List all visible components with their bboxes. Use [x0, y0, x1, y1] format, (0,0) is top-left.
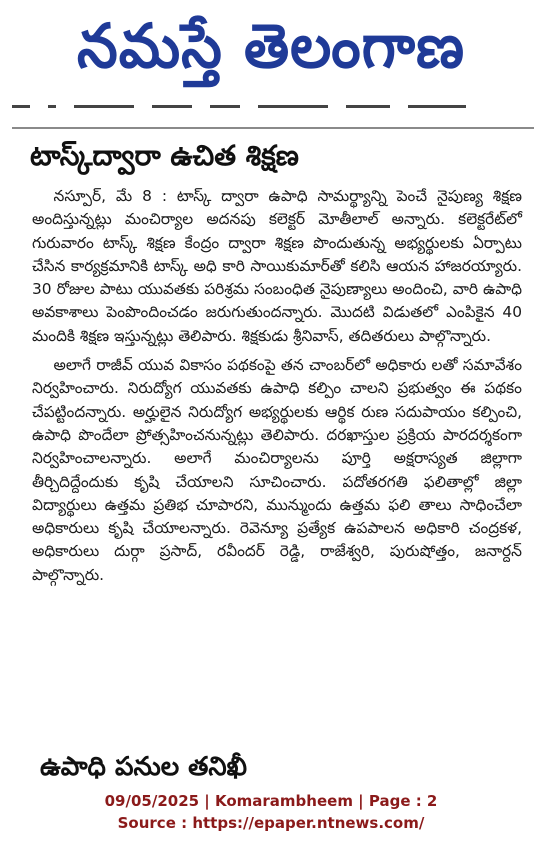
article-paragraph: నస్పూర్, మే 8 : టాస్క్ ద్వారా ఉపాధి సామర్థ్యాన్ని పెంచే నైపుణ్య శిక్షణ అందిస్తున్నట్లు మంచిర్యాల అదనపు కలెక్టర్ మోతీలాల్ అన్నారు. కలెక్టరేట్‌లో గురువారం టాస్క్ శిక్షణ కేంద్రం ద్వారా శిక్షణ పొందుతున్న అభ్యర్థులకు ఏర్పాటు చేసిన కార్యక్రమానికి టాస్క్ అధి కారి సాయికుమార్‌తో కలిసి ఆయన హాజరయ్యారు. 30 రోజుల పాటు యువతకు పరిశ్రమ సంబంధిత నైపుణ్యాలు అందించి, వారి ఉపాధి అవకాశాలు పెంపొందించడం జరుగుతుందన్నారు. మొదటి విడుతలో ఎంపికైన 40 మందికి శిక్షణ ఇస్తున్నట్లు తెలిపారు. శిక్షకుడు శ్రీనివాస్, తదితరులు పాల్గొన్నారు. — [32, 187, 522, 345]
next-article-headline: ఉపాధి పనుల తనిఖీ — [40, 752, 248, 780]
divider — [12, 127, 534, 129]
article-body — [32, 185, 522, 587]
article-paragraph: అలాగే రాజీవ్ యువ వికాసం పథకంపై తన చాంబర్‌లో అధికారు లతో సమావేశం నిర్వహించారు. నిరుద్యోగ యువతకు ఉపాధి కల్పిం చాలని ప్రభుత్వం ఈ పథకం చేపట్టిందన్నారు. అర్హులైన నిరుద్యోగ అభ్యర్థులకు ఆర్థిక రుణ సదుపాయం కల్పించి, ఉపాధి పొందేలా ప్రోత్సహించనున్నట్లు తెలిపారు. దరఖాస్తుల ప్రక్రియ పారదర్శకంగా నిర్వహించాలన్నారు. అలాగే మంచిర్యాలను పూర్తి అక్షరాస్యత జిల్లాగా తీర్చిదిద్దేందుకు కృషి చేయాలని సూచించారు. పదోతరగతి ఫలితాల్లో జిల్లా విద్యార్థులు ఉత్తమ ప్రతిభ చూపారని, మున్ముందు ఉత్తమ ఫలి తాలు సాధించేలా అధికారులు కృషి చేయాలన్నారు. రెవెన్యూ ప్రత్యేక ఉపపాలన అధికారి చంద్రకళ, అధికారులు దుర్గా ప్రసాద్, రవీందర్ రెడ్డి, రాజేశ్వరి, పురుషోత్తం, జనార్దన్ పాల్గొన్నారు. — [32, 356, 522, 584]
footer-date-edition: 09/05/2025 | Komarambheem | Page : 2 — [104, 792, 438, 810]
footer — [0, 782, 542, 855]
masthead — [0, 0, 542, 92]
footer-source: Source : https://epaper.ntnews.com/ — [117, 814, 425, 832]
cut-off-text-strip — [12, 95, 532, 109]
masthead-title: నమస్తే తెలంగాణ — [77, 10, 465, 82]
article-headline: టాస్క్‌ద్వారా ఉచిత శిక్షణ — [30, 139, 299, 172]
